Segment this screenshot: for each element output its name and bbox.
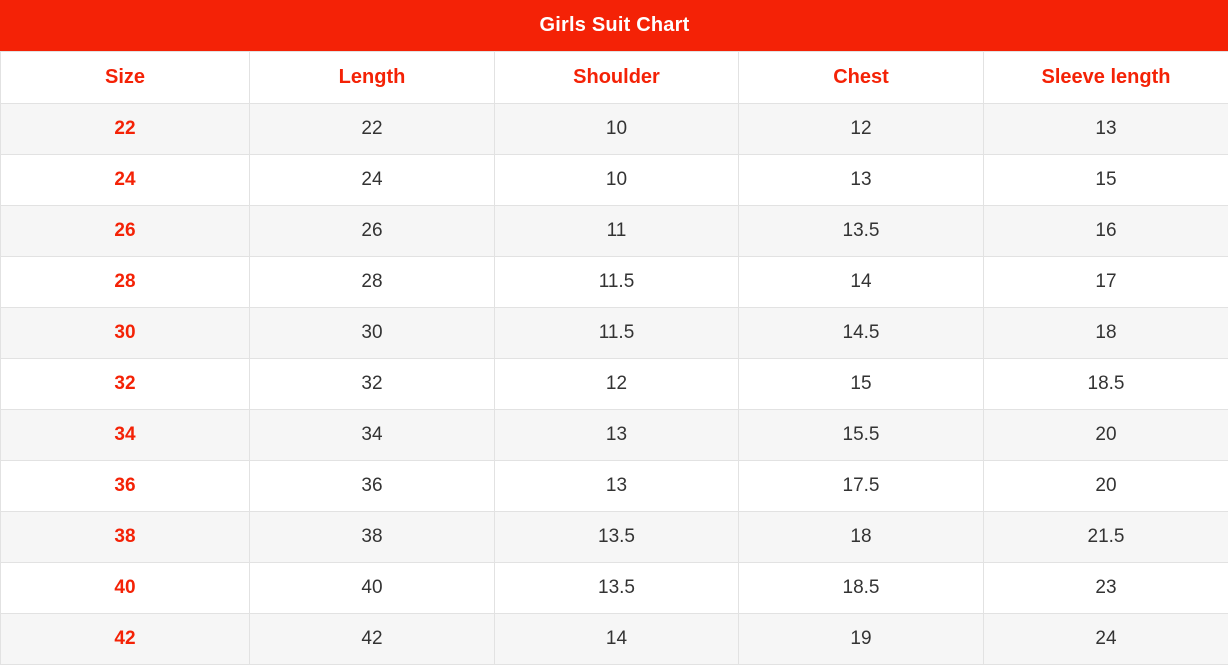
cell-sleeve-length: 20 [984, 410, 1228, 461]
table-row [1, 461, 1228, 512]
table-body [1, 104, 1228, 665]
cell-chest: 13 [739, 155, 984, 206]
cell-sleeve-length: 13 [984, 104, 1228, 155]
chart-title: Girls Suit Chart [0, 0, 1228, 51]
cell-chest: 12 [739, 104, 984, 155]
cell-sleeve-length: 15 [984, 155, 1228, 206]
cell-length: 36 [250, 461, 495, 512]
cell-chest: 15 [739, 359, 984, 410]
cell-size: 24 [1, 155, 250, 206]
cell-length: 24 [250, 155, 495, 206]
cell-chest: 14 [739, 257, 984, 308]
cell-length: 22 [250, 104, 495, 155]
cell-size: 36 [1, 461, 250, 512]
cell-chest: 15.5 [739, 410, 984, 461]
cell-shoulder: 11 [495, 206, 739, 257]
column-header-shoulder: Shoulder [495, 52, 739, 104]
table-row [1, 512, 1228, 563]
cell-shoulder: 10 [495, 104, 739, 155]
cell-size: 28 [1, 257, 250, 308]
cell-shoulder: 10 [495, 155, 739, 206]
cell-shoulder: 13.5 [495, 563, 739, 614]
cell-shoulder: 13.5 [495, 512, 739, 563]
cell-chest: 14.5 [739, 308, 984, 359]
cell-size: 30 [1, 308, 250, 359]
cell-shoulder: 13 [495, 461, 739, 512]
cell-shoulder: 11.5 [495, 308, 739, 359]
table-row [1, 614, 1228, 665]
column-header-length: Length [250, 52, 495, 104]
table-row [1, 410, 1228, 461]
table-row [1, 359, 1228, 410]
cell-sleeve-length: 16 [984, 206, 1228, 257]
cell-length: 26 [250, 206, 495, 257]
cell-chest: 19 [739, 614, 984, 665]
cell-size: 42 [1, 614, 250, 665]
cell-sleeve-length: 20 [984, 461, 1228, 512]
cell-size: 26 [1, 206, 250, 257]
table-row [1, 563, 1228, 614]
cell-shoulder: 12 [495, 359, 739, 410]
cell-sleeve-length: 18.5 [984, 359, 1228, 410]
cell-size: 32 [1, 359, 250, 410]
cell-length: 32 [250, 359, 495, 410]
table-row [1, 257, 1228, 308]
table-row [1, 104, 1228, 155]
cell-size: 40 [1, 563, 250, 614]
cell-length: 34 [250, 410, 495, 461]
cell-length: 28 [250, 257, 495, 308]
cell-sleeve-length: 23 [984, 563, 1228, 614]
cell-sleeve-length: 24 [984, 614, 1228, 665]
cell-length: 40 [250, 563, 495, 614]
cell-size: 38 [1, 512, 250, 563]
cell-length: 30 [250, 308, 495, 359]
column-header-size: Size [1, 52, 250, 104]
table-row [1, 155, 1228, 206]
header-row [1, 52, 1228, 104]
cell-sleeve-length: 17 [984, 257, 1228, 308]
cell-shoulder: 11.5 [495, 257, 739, 308]
table-header [1, 52, 1228, 104]
cell-sleeve-length: 21.5 [984, 512, 1228, 563]
cell-chest: 18 [739, 512, 984, 563]
cell-size: 34 [1, 410, 250, 461]
cell-shoulder: 14 [495, 614, 739, 665]
cell-size: 22 [1, 104, 250, 155]
cell-length: 42 [250, 614, 495, 665]
cell-chest: 17.5 [739, 461, 984, 512]
table-row [1, 206, 1228, 257]
column-header-sleeve-length: Sleeve length [984, 52, 1228, 104]
cell-sleeve-length: 18 [984, 308, 1228, 359]
cell-chest: 18.5 [739, 563, 984, 614]
cell-length: 38 [250, 512, 495, 563]
table-row [1, 308, 1228, 359]
cell-shoulder: 13 [495, 410, 739, 461]
cell-chest: 13.5 [739, 206, 984, 257]
column-header-chest: Chest [739, 52, 984, 104]
